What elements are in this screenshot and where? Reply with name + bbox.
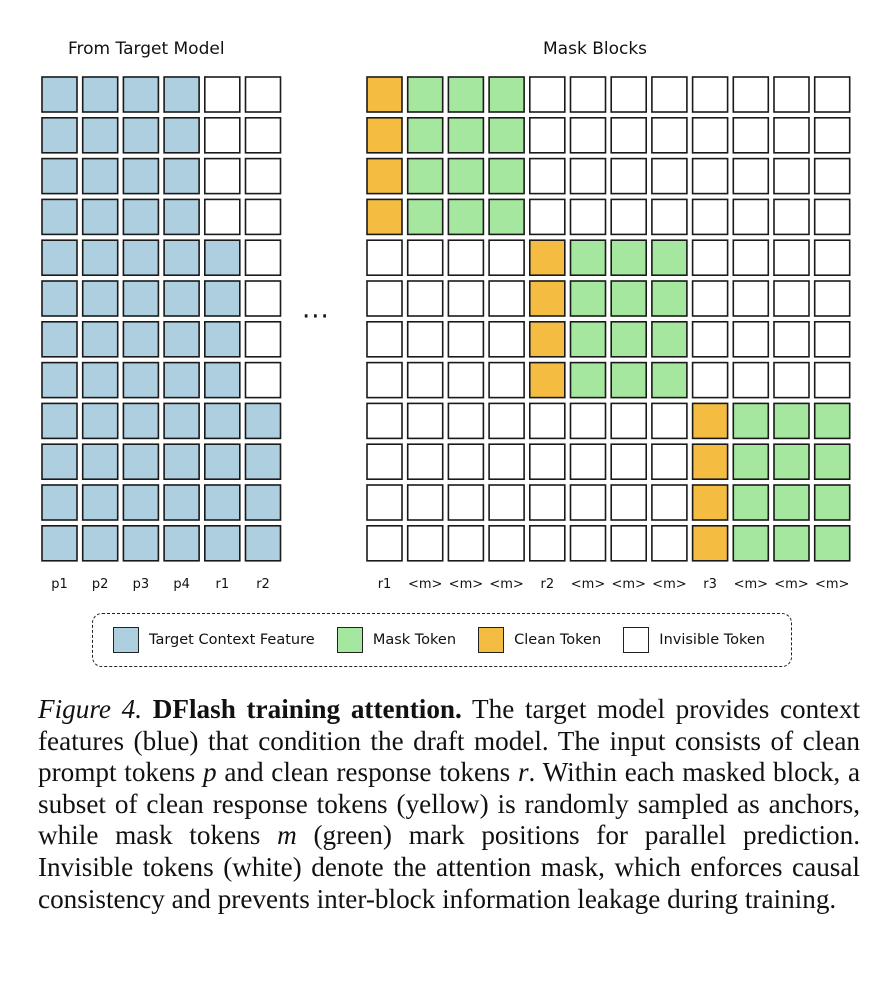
legend-label-clean: Clean Token bbox=[514, 632, 602, 648]
left-grid-cell-target bbox=[205, 444, 240, 479]
left-grid-cell-target bbox=[83, 77, 118, 112]
right-grid-cell-invisible bbox=[815, 281, 850, 316]
right-grid-cell-invisible bbox=[489, 363, 524, 398]
left-grid-cell-target bbox=[123, 159, 158, 194]
right-grid-cell-clean bbox=[693, 485, 728, 520]
legend-item-mask bbox=[337, 627, 456, 653]
caption-figure-number: Figure 4. bbox=[38, 694, 143, 724]
right-grid-cell-mask bbox=[733, 526, 768, 561]
right-grid-cell-invisible bbox=[367, 403, 402, 438]
left-grid-cell-invisible bbox=[205, 199, 240, 234]
left-grid-column-label: p3 bbox=[132, 577, 150, 592]
right-grid-cell-mask bbox=[774, 485, 809, 520]
legend bbox=[92, 613, 792, 667]
right-grid-cell-invisible bbox=[408, 403, 443, 438]
right-grid-cell-invisible bbox=[448, 240, 483, 275]
right-grid-cell-invisible bbox=[652, 118, 687, 153]
left-grid-cell-target bbox=[83, 363, 118, 398]
left-grid-cell-target bbox=[42, 526, 77, 561]
left-grid-cell-target bbox=[42, 281, 77, 316]
right-grid-cell-invisible bbox=[367, 485, 402, 520]
right-grid-cell-invisible bbox=[815, 118, 850, 153]
right-grid-cell-invisible bbox=[448, 363, 483, 398]
right-grid-cell-mask bbox=[652, 363, 687, 398]
right-grid-cell-invisible bbox=[571, 77, 606, 112]
right-grid-cell-invisible bbox=[815, 199, 850, 234]
right-grid-cell-clean bbox=[367, 199, 402, 234]
right-grid-cell-invisible bbox=[611, 526, 646, 561]
left-grid-cell-target bbox=[123, 444, 158, 479]
right-grid-cell-invisible bbox=[815, 322, 850, 357]
left-grid-cell-target bbox=[123, 118, 158, 153]
right-grid-cell-mask bbox=[489, 199, 524, 234]
right-grid-column-label: <m> bbox=[570, 577, 606, 592]
left-grid-cell-target bbox=[123, 281, 158, 316]
left-grid-cell-target bbox=[123, 240, 158, 275]
right-grid-cell-invisible bbox=[489, 526, 524, 561]
left-grid-cell-target bbox=[164, 159, 199, 194]
right-grid-cell-invisible bbox=[489, 322, 524, 357]
right-grid-cell-invisible bbox=[571, 159, 606, 194]
left-grid-cell-target bbox=[123, 485, 158, 520]
left-grid-cell-target bbox=[164, 77, 199, 112]
left-grid-cell-target bbox=[123, 403, 158, 438]
legend-swatch-invisible bbox=[623, 627, 649, 653]
right-grid-cell-mask bbox=[448, 77, 483, 112]
right-grid-cell-clean bbox=[530, 240, 565, 275]
right-grid-cell-invisible bbox=[611, 444, 646, 479]
left-grid-cell-target bbox=[205, 240, 240, 275]
right-grid-cell-invisible bbox=[489, 240, 524, 275]
left-grid-cell-target bbox=[246, 403, 281, 438]
right-grid-cell-invisible bbox=[774, 240, 809, 275]
right-grid-column-label: r1 bbox=[377, 577, 392, 592]
right-grid-cell-mask bbox=[571, 322, 606, 357]
left-grid-cell-target bbox=[164, 444, 199, 479]
right-grid-cell-invisible bbox=[693, 77, 728, 112]
right-grid-cell-invisible bbox=[652, 199, 687, 234]
left-grid-cell-target bbox=[42, 199, 77, 234]
target-model-grid bbox=[42, 77, 281, 592]
left-grid-cell-target bbox=[205, 363, 240, 398]
legend-swatch-mask bbox=[337, 627, 363, 653]
right-grid-cell-mask bbox=[611, 281, 646, 316]
right-grid-column-label: <m> bbox=[407, 577, 443, 592]
right-grid-cell-invisible bbox=[448, 322, 483, 357]
left-grid-cell-target bbox=[246, 526, 281, 561]
right-grid-cell-invisible bbox=[489, 281, 524, 316]
left-grid-cell-target bbox=[123, 363, 158, 398]
right-grid-cell-invisible bbox=[448, 485, 483, 520]
mask-blocks-grid bbox=[367, 77, 850, 592]
left-grid-cell-target bbox=[83, 159, 118, 194]
right-grid-cell-invisible bbox=[693, 322, 728, 357]
right-grid-cell-invisible bbox=[408, 485, 443, 520]
caption-text-1: The target model provides context features (blue) that condition the draft model. The input consists of clean prompt tokens bbox=[38, 694, 860, 788]
right-grid-cell-mask bbox=[571, 281, 606, 316]
right-grid-cell-mask bbox=[733, 444, 768, 479]
left-grid-cell-target bbox=[205, 485, 240, 520]
right-grid-cell-invisible bbox=[367, 526, 402, 561]
right-grid-cell-mask bbox=[611, 322, 646, 357]
right-grid-cell-clean bbox=[530, 322, 565, 357]
left-grid-cell-target bbox=[164, 363, 199, 398]
right-grid-cell-invisible bbox=[652, 444, 687, 479]
left-grid-column-label: p4 bbox=[173, 577, 190, 592]
right-grid-cell-invisible bbox=[733, 240, 768, 275]
left-grid-cell-invisible bbox=[246, 77, 281, 112]
right-grid-cell-invisible bbox=[489, 403, 524, 438]
right-grid-cell-clean bbox=[530, 281, 565, 316]
figure-caption bbox=[38, 694, 860, 915]
right-grid-cell-invisible bbox=[652, 526, 687, 561]
legend-item-invisible bbox=[623, 627, 765, 653]
left-grid-cell-invisible bbox=[246, 281, 281, 316]
right-grid-cell-invisible bbox=[448, 444, 483, 479]
left-grid-cell-invisible bbox=[205, 77, 240, 112]
legend-swatch-clean bbox=[478, 627, 504, 653]
right-grid-cell-mask bbox=[733, 403, 768, 438]
left-grid-cell-target bbox=[164, 118, 199, 153]
left-grid-cell-target bbox=[83, 322, 118, 357]
right-grid-cell-invisible bbox=[652, 403, 687, 438]
right-grid-cell-invisible bbox=[774, 322, 809, 357]
left-grid-title: From Target Model bbox=[68, 39, 225, 59]
right-grid-cell-invisible bbox=[733, 363, 768, 398]
right-grid-column-label: r3 bbox=[703, 577, 717, 592]
right-grid-cell-invisible bbox=[489, 444, 524, 479]
caption-title: DFlash training attention. bbox=[152, 694, 462, 724]
right-grid-cell-invisible bbox=[530, 77, 565, 112]
caption-math-p: p bbox=[202, 757, 217, 788]
right-grid-cell-mask bbox=[571, 363, 606, 398]
left-grid-cell-invisible bbox=[246, 322, 281, 357]
left-grid-cell-target bbox=[83, 199, 118, 234]
right-grid-cell-invisible bbox=[652, 485, 687, 520]
right-grid-cell-invisible bbox=[530, 118, 565, 153]
left-grid-cell-target bbox=[83, 485, 118, 520]
legend-item-target bbox=[113, 627, 315, 653]
right-grid-cell-invisible bbox=[652, 77, 687, 112]
right-grid-cell-clean bbox=[693, 403, 728, 438]
left-grid-cell-target bbox=[42, 485, 77, 520]
right-grid-cell-invisible bbox=[652, 159, 687, 194]
right-grid-cell-invisible bbox=[611, 403, 646, 438]
left-grid-cell-invisible bbox=[246, 199, 281, 234]
right-grid-cell-mask bbox=[448, 199, 483, 234]
right-grid-cell-invisible bbox=[367, 240, 402, 275]
right-grid-cell-invisible bbox=[367, 322, 402, 357]
right-grid-cell-invisible bbox=[815, 77, 850, 112]
left-grid-cell-target bbox=[42, 118, 77, 153]
right-grid-cell-invisible bbox=[693, 363, 728, 398]
right-grid-cell-invisible bbox=[571, 199, 606, 234]
right-grid-cell-invisible bbox=[774, 77, 809, 112]
right-grid-cell-invisible bbox=[733, 322, 768, 357]
right-grid-cell-invisible bbox=[571, 444, 606, 479]
right-grid-cell-mask bbox=[408, 118, 443, 153]
left-grid-cell-target bbox=[246, 485, 281, 520]
left-grid-cell-invisible bbox=[205, 159, 240, 194]
left-grid-cell-target bbox=[164, 485, 199, 520]
left-grid-column-label: r1 bbox=[215, 577, 230, 592]
right-grid-cell-mask bbox=[448, 159, 483, 194]
left-grid-cell-target bbox=[164, 281, 199, 316]
left-grid-cell-target bbox=[205, 322, 240, 357]
right-grid-cell-invisible bbox=[774, 281, 809, 316]
left-grid-column-label: p2 bbox=[91, 577, 109, 592]
right-grid-cell-invisible bbox=[774, 199, 809, 234]
right-grid-cell-clean bbox=[693, 526, 728, 561]
right-grid-cell-mask bbox=[815, 403, 850, 438]
right-grid-column-label: <m> bbox=[489, 577, 524, 592]
left-grid-cell-invisible bbox=[246, 240, 281, 275]
left-grid-cell-target bbox=[123, 199, 158, 234]
right-grid-cell-invisible bbox=[367, 363, 402, 398]
right-grid-cell-invisible bbox=[530, 526, 565, 561]
left-grid-cell-target bbox=[83, 403, 118, 438]
right-grid-cell-mask bbox=[611, 240, 646, 275]
right-grid-cell-invisible bbox=[693, 281, 728, 316]
right-grid-cell-mask bbox=[652, 281, 687, 316]
right-grid-column-label: <m> bbox=[448, 577, 484, 592]
right-grid-cell-invisible bbox=[408, 363, 443, 398]
caption-math-r: r bbox=[517, 757, 529, 788]
right-grid-cell-invisible bbox=[571, 526, 606, 561]
legend-label-mask: Mask Token bbox=[372, 632, 457, 648]
left-grid-cell-target bbox=[164, 403, 199, 438]
right-grid-title: Mask Blocks bbox=[543, 39, 648, 59]
right-grid-cell-invisible bbox=[611, 199, 646, 234]
right-grid-cell-mask bbox=[815, 526, 850, 561]
left-grid-cell-target bbox=[83, 281, 118, 316]
right-grid-cell-invisible bbox=[530, 444, 565, 479]
legend-swatch-target bbox=[113, 627, 139, 653]
left-grid-cell-target bbox=[164, 526, 199, 561]
right-grid-cell-invisible bbox=[611, 77, 646, 112]
right-grid-cell-invisible bbox=[367, 444, 402, 479]
right-grid-cell-invisible bbox=[733, 199, 768, 234]
right-grid-cell-invisible bbox=[733, 77, 768, 112]
right-grid-cell-mask bbox=[448, 118, 483, 153]
left-grid-cell-invisible bbox=[205, 118, 240, 153]
right-grid-cell-mask bbox=[652, 240, 687, 275]
right-grid-cell-mask bbox=[652, 322, 687, 357]
left-grid-cell-target bbox=[123, 77, 158, 112]
right-grid-cell-mask bbox=[774, 403, 809, 438]
right-grid-cell-mask bbox=[733, 485, 768, 520]
right-grid-cell-invisible bbox=[448, 526, 483, 561]
right-grid-column-label: <m> bbox=[814, 577, 850, 592]
right-grid-cell-invisible bbox=[815, 159, 850, 194]
left-grid-cell-target bbox=[164, 322, 199, 357]
right-grid-column-label: <m> bbox=[652, 577, 687, 592]
right-grid-cell-invisible bbox=[408, 526, 443, 561]
right-grid-column-label: <m> bbox=[733, 577, 769, 592]
right-grid-cell-invisible bbox=[693, 118, 728, 153]
right-grid-cell-mask bbox=[815, 444, 850, 479]
right-grid-cell-invisible bbox=[530, 199, 565, 234]
right-grid-cell-mask bbox=[489, 77, 524, 112]
right-grid-cell-mask bbox=[571, 240, 606, 275]
right-grid-cell-invisible bbox=[408, 240, 443, 275]
right-grid-cell-mask bbox=[408, 77, 443, 112]
right-grid-cell-invisible bbox=[489, 485, 524, 520]
right-grid-cell-invisible bbox=[571, 485, 606, 520]
right-grid-column-label: <m> bbox=[774, 577, 809, 592]
right-grid-cell-clean bbox=[530, 363, 565, 398]
right-grid-cell-mask bbox=[489, 118, 524, 153]
right-grid-cell-mask bbox=[774, 444, 809, 479]
right-grid-cell-invisible bbox=[774, 159, 809, 194]
left-grid-cell-invisible bbox=[246, 118, 281, 153]
right-grid-cell-mask bbox=[489, 159, 524, 194]
right-grid-cell-invisible bbox=[530, 159, 565, 194]
legend-label-invisible: Invisible Token bbox=[659, 632, 765, 648]
right-grid-cell-clean bbox=[693, 444, 728, 479]
left-grid-cell-target bbox=[83, 118, 118, 153]
left-grid-cell-invisible bbox=[246, 159, 281, 194]
right-grid-cell-mask bbox=[408, 199, 443, 234]
right-grid-cell-invisible bbox=[733, 281, 768, 316]
caption-text-4: (green) mark positions for parallel prediction. Invisible tokens (white) denote the attention mask, which enforces causal consistency and prevents inter-block information leakage during training. bbox=[38, 820, 861, 914]
right-grid-cell-invisible bbox=[611, 485, 646, 520]
right-grid-cell-invisible bbox=[448, 403, 483, 438]
right-grid-cell-clean bbox=[367, 118, 402, 153]
left-grid-cell-target bbox=[83, 444, 118, 479]
left-grid-cell-target bbox=[123, 526, 158, 561]
right-grid-cell-invisible bbox=[530, 403, 565, 438]
left-grid-column-label: r2 bbox=[256, 577, 270, 592]
right-grid-cell-invisible bbox=[611, 159, 646, 194]
left-grid-cell-target bbox=[205, 526, 240, 561]
right-grid-cell-invisible bbox=[408, 444, 443, 479]
right-grid-cell-invisible bbox=[530, 485, 565, 520]
right-grid-cell-invisible bbox=[408, 322, 443, 357]
left-grid-cell-target bbox=[205, 403, 240, 438]
right-grid-cell-mask bbox=[408, 159, 443, 194]
right-grid-cell-invisible bbox=[733, 159, 768, 194]
left-grid-cell-target bbox=[164, 240, 199, 275]
left-grid-cell-target bbox=[123, 322, 158, 357]
left-grid-column-label: p1 bbox=[51, 577, 68, 592]
left-grid-cell-target bbox=[83, 526, 118, 561]
right-grid-cell-invisible bbox=[815, 240, 850, 275]
left-grid-cell-target bbox=[42, 240, 77, 275]
right-grid-cell-invisible bbox=[408, 281, 443, 316]
left-grid-cell-target bbox=[246, 444, 281, 479]
right-grid-column-label: r2 bbox=[540, 577, 555, 592]
left-grid-cell-target bbox=[42, 159, 77, 194]
right-grid-cell-invisible bbox=[815, 363, 850, 398]
caption-math-m: m bbox=[277, 820, 297, 851]
left-grid-cell-target bbox=[42, 77, 77, 112]
right-grid-cell-invisible bbox=[774, 118, 809, 153]
caption-text-3: . Within each masked block, a subset of clean response tokens (yellow) is randomly sampled as anchors, while mask tokens bbox=[38, 757, 861, 851]
left-grid-cell-target bbox=[42, 322, 77, 357]
right-grid-cell-invisible bbox=[367, 281, 402, 316]
left-grid-cell-target bbox=[83, 240, 118, 275]
right-grid-cell-mask bbox=[611, 363, 646, 398]
left-grid-cell-target bbox=[42, 444, 77, 479]
right-grid-cell-invisible bbox=[693, 199, 728, 234]
left-grid-cell-target bbox=[42, 363, 77, 398]
legend-item-clean bbox=[478, 627, 601, 653]
left-grid-cell-invisible bbox=[246, 363, 281, 398]
right-grid-cell-mask bbox=[774, 526, 809, 561]
right-grid-cell-invisible bbox=[693, 240, 728, 275]
right-grid-cell-invisible bbox=[693, 159, 728, 194]
right-grid-cell-mask bbox=[815, 485, 850, 520]
left-grid-cell-target bbox=[164, 199, 199, 234]
ellipsis: ··· bbox=[302, 302, 330, 332]
right-grid-cell-invisible bbox=[774, 363, 809, 398]
right-grid-cell-clean bbox=[367, 77, 402, 112]
right-grid-cell-invisible bbox=[448, 281, 483, 316]
right-grid-cell-invisible bbox=[571, 403, 606, 438]
right-grid-cell-invisible bbox=[611, 118, 646, 153]
right-grid-column-label: <m> bbox=[611, 577, 646, 592]
left-grid-cell-target bbox=[42, 403, 77, 438]
right-grid-cell-clean bbox=[367, 159, 402, 194]
right-grid-cell-invisible bbox=[571, 118, 606, 153]
caption-text-2: and clean response tokens bbox=[224, 757, 511, 788]
left-grid-cell-target bbox=[205, 281, 240, 316]
right-grid-cell-invisible bbox=[733, 118, 768, 153]
legend-label-target: Target Context Feature bbox=[149, 632, 315, 648]
